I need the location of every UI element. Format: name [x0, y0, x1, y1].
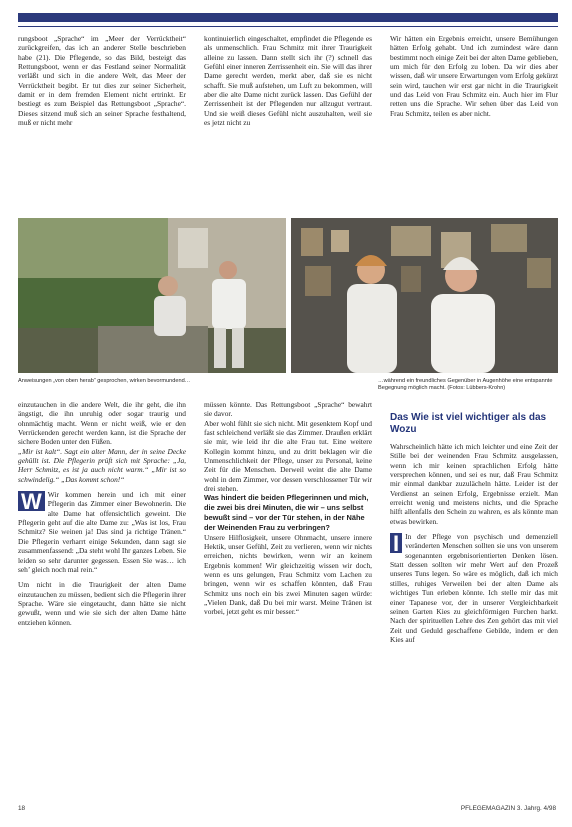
paragraph: Unsere Hilflosigkeit, unsere Ohnmacht, unsere innere Hektik, unser Gefühl, Zeit zu verlieren, wenn wir nichts erreichen, nichts bewirken, wenn wir an keinem Ergebnis kommen! Wir gleichzeitig wissen wir doch, wenn es uns gelungen, Frau Schmitz vom Lachen zu bringen, wenn wir es schaffen könnten, daß Frau Schmitz uns noch ein bis zwei Minuten sagen würde: „Vielen Dank, daß Du bei mir warst. Meine Tränen ist vorbei, jetzt geht es mir besser.“	[204, 532, 372, 617]
paragraph: Um nicht in die Traurigkeit der alten Dame einzutauchen zu müssen, bedient sich die Pflegerin ihrer Sprache. Wäre sie eingetaucht, dann hätte sie nicht gewußt, wenn und wie sie sich der alten Dame hätte entziehen können.	[18, 580, 186, 627]
magazine-footer: PFLEGEMAGAZIN 3. Jahrg. 4/98	[460, 805, 556, 812]
top-column-2	[204, 34, 372, 212]
dropcap: I	[390, 533, 402, 553]
caregiver-with-elderly-man-photo	[291, 218, 558, 373]
paragraph: müssen könnte. Das Rettungsboot „Sprache“ bewahrt sie davor.	[204, 400, 372, 419]
paragraph: Wahrscheinlich hätte ich mich leichter und eine Zeit der Stille bei der weinenden Frau Schmitz ausgelassen, wenn ich mir keinen sprachlichen Erfolg hätte versprechen können, und sei es nur, daß Frau Schmitz mir einmal dankbar zuzulächeln hätte. Leider ist der Verdienst an seinen Erfolg, Ergebnisse erzielt. Man erreicht wenig und meistens nichts, und die Sprache hilft allenfalls den Schein zu wahren, es als könnte man etwas bewirken.	[390, 442, 558, 526]
top-column-3-text: Wir hätten ein Ergebnis erreicht, unsere Bemühungen hätten Erfolg gehabt. Und ich zumindest wäre dann bestimmt noch einige Zeit bei der alten Dame geblieben, um mich für den Erfolg zu loben. Da wir dies aber wissen, daß wir unsere Erwartungen vom Erfolg gekürzt sein wird, tauchen wir erst gar nicht in die Traurigkeit und das Leid von Frau Schmitz ein. Auch hier im Flur retten uns die Sprache. Wir sehen über das Leid von Frau Schmitz, teilen es aber nicht.	[390, 34, 558, 118]
paragraph-text: In der Pflege von psychisch und demenziell veränderten Menschen sollten sie uns von unserem sogenannten ergebnisorientierten Denken lösen. Statt dessen sollten wir mehr Wert auf den Prozeß unseres Tuns legen. So wäre es möglich, daß ich mich stilles, ruhiges Verweilen bei der alten Dame als wichtiges Tun erleben könnte. Ich stelle mir das mit einer Tapanese vor, der in unserer Vergleichbarkeit seinen Garten Kies zu gleichförmigen Furchen harkt. Nach der spirituellen Lehre des Zen gehört das mit viel Zeit und Geduld geschaffene Gebilde, indem er den Kies auf	[390, 532, 558, 644]
paragraph-text: Wir kommen herein und ich mit einer Pflegerin das Zimmer einer Bewohnerin. Die alte Dame hat offensichtlich geweint. Die Pflegerin geht auf die alte Dame zu: „Was ist los, Frau Schmitz? Sie weinen ja! Das sind ja richtige Tränen.“ Die Pflegerin verharrt einige Sekunden, dann sagt sie zusammenfassend: „Da steht wohl Ihr ganzes Leben. Sie leiden so sehr darunter gegessen. Essen Sie was… ich seh’ gleich noch mal rein.“	[18, 490, 186, 574]
elderly-woman-with-caregiver-photo	[18, 218, 286, 373]
page-number: 18	[18, 805, 26, 812]
bottom-column-2	[204, 400, 372, 795]
header-rule	[18, 26, 558, 27]
paragraph-with-dropcap	[18, 490, 186, 574]
dropcap: W	[18, 491, 45, 511]
top-column-2-text: kontinuierlich eingeschaltet, empfindet die Pflegende es als unmenschlich. Frau Schmitz mit ihrer Traurigkeit alleine zu lassen. Dann stellt sich ihr (?) schnell das Gefühl einer inneren Zerrissenheit ein. Sie will das ihrer Dame gerecht werden, merkt aber, daß sie es nicht schafft. Sie muß aufstehen, um Luft zu bekommen, will aber die alte Dame nicht zurück lassen. Das Gefühl der Zerrissenheit ist der Pflegenden nur allzugut vertraut. Und sie weiß dieses Gefühl nicht auszuhalten, weil sie es jetzt nicht zu	[204, 34, 372, 128]
caption-right: …während ein freundliches Gegenüber in Augenhöhe eine entspannte Begegnung möglich macht. (Fotos: Lübbers-Krohn)	[378, 378, 553, 391]
section-subheading: Das Wie ist viel wichtiger als das Wozu	[390, 412, 547, 435]
header-bar	[18, 13, 558, 22]
quote-paragraph: „Mir ist kalt“. Sagt ein alter Mann, der in seine Decke gehüllt ist. Die Pflegerin prüft sich mit Sprache: „Ja, Herr Schmitz, es ist ja auch nicht warm.“ „Mir ist so schwindelig.“ „Das kommt schon!“	[18, 446, 186, 484]
photo-left	[18, 218, 286, 373]
pull-quote: Was hindert die beiden Pflegerinnen und mich, die zwei bis drei Minuten, die wir – uns selbst bewußt sind – vor der Tür stehen, in der Nähe der Weinenden Frau zu verbringen?	[204, 493, 369, 532]
bottom-column-1	[18, 400, 186, 795]
photo-right	[291, 218, 558, 373]
caption-left: Anweisungen „von oben herab“ gesprochen, wirken bevormundend…	[18, 378, 191, 384]
top-column-3	[390, 34, 558, 212]
paragraph: Aber wohl fühlt sie sich nicht. Mit gesenktem Kopf und fast schleichend verläßt sie das Zimmer. Draußen erklärt sie mir, wie leid ihr die alte Frau tut. Eine weitere Kollegin kommt hinzu, und zu dritt beklagen wir die Unmenschlichkeit der Pflege, unser zu Personal, keine Zeit für die Menschen. Derweil weint die alte Dame wohl in dem Zimmer, vor dessen verschlossener Tür wir drei stehen.	[204, 418, 372, 494]
bottom-column-3	[390, 400, 558, 795]
top-column-1-text: rungsboot „Sprache“ im „Meer der Verrücktheit“ zurückgreifen, das ich an anderer Stelle beschrieben habe (21). Die Pflegende, so das Bild, besteigt das Rettungsboot, wenn er das Festland seiner Normalität verläßt und sich in die andere Welt, das Meer der Verrücktheit begibt. Er tut dies zur seiner Sicherheit, damit er in dem fremden Element nicht ertrinkt. Er bestiegt es zum Beispiel das Rettungsboot „Sprache“. Dieses sitzend muß sich an seiner Sprache festhaltend, muß er nicht mehr	[18, 34, 186, 128]
paragraph-with-dropcap	[390, 532, 558, 644]
top-column-1	[18, 34, 186, 212]
paragraph: einzutauchen in die andere Welt, die ihr geht, die ihn ängstigt, die ihn unruhig oder sogar traurig und ohnmächtig macht. Wenn er nicht weiß, wie er den Verrückenden gerecht werden kann, ist die Sprache der sichere Boden unter den Füßen.	[18, 400, 186, 447]
